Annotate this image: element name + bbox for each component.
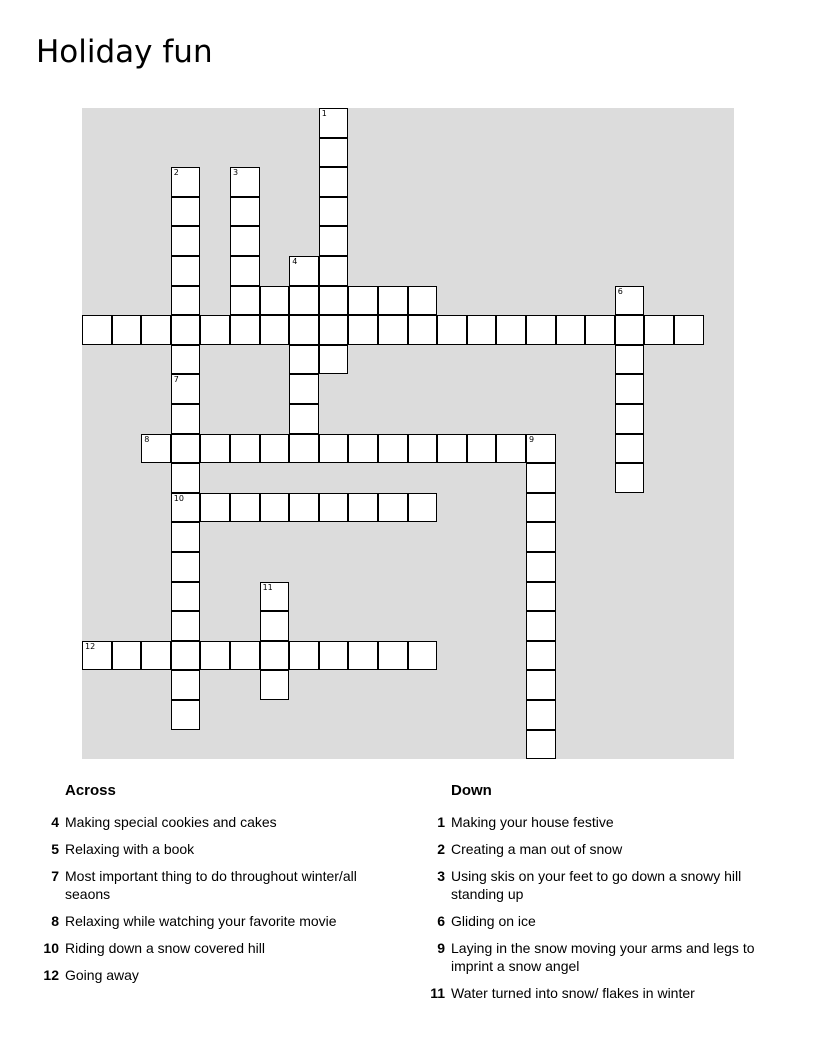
grid-cell[interactable] <box>230 641 260 671</box>
crossword-grid <box>82 108 734 759</box>
grid-cell[interactable] <box>171 493 201 523</box>
clue-text: Relaxing while watching your favorite movie <box>65 913 337 929</box>
grid-cell[interactable] <box>171 522 201 552</box>
grid-cell[interactable] <box>348 434 378 464</box>
grid-cell[interactable] <box>526 730 556 760</box>
grid-cell[interactable] <box>526 611 556 641</box>
grid-cell[interactable] <box>289 345 319 375</box>
grid-cell[interactable] <box>200 641 230 671</box>
grid-cell[interactable] <box>171 670 201 700</box>
across-clue <box>30 912 390 930</box>
grid-cell[interactable] <box>378 434 408 464</box>
grid-cell[interactable] <box>260 582 290 612</box>
grid-cell[interactable] <box>260 315 290 345</box>
clue-number: 10 <box>173 493 184 503</box>
grid-cell[interactable] <box>112 315 142 345</box>
grid-cell[interactable] <box>408 315 438 345</box>
clue-number: 11 <box>430 985 445 1001</box>
grid-cell[interactable] <box>289 286 319 316</box>
clue-text: Laying in the snow moving your arms and legs to imprint a snow angel <box>451 940 755 974</box>
grid-cell[interactable] <box>141 434 171 464</box>
clue-text: Going away <box>65 967 139 983</box>
down-clue <box>416 939 776 975</box>
grid-cell[interactable] <box>289 374 319 404</box>
grid-cell[interactable] <box>289 434 319 464</box>
grid-cell[interactable] <box>526 493 556 523</box>
grid-cell[interactable] <box>171 641 201 671</box>
grid-cell[interactable] <box>348 286 378 316</box>
grid-cell[interactable] <box>319 493 349 523</box>
grid-cell[interactable] <box>230 256 260 286</box>
grid-cell[interactable] <box>615 434 645 464</box>
clue-number: 9 <box>437 940 445 956</box>
grid-cell[interactable] <box>526 434 556 464</box>
clue-number: 1 <box>321 109 327 118</box>
clue-number: 7 <box>173 375 179 385</box>
clue-number: 11 <box>262 582 273 592</box>
grid-cell[interactable] <box>615 374 645 404</box>
clue-number: 9 <box>529 434 535 444</box>
across-clues <box>30 782 390 993</box>
grid-cell[interactable] <box>615 345 645 375</box>
down-clue <box>416 912 776 930</box>
grid-cell[interactable] <box>260 641 290 671</box>
grid-cell[interactable] <box>526 463 556 493</box>
grid-cell[interactable] <box>319 138 349 168</box>
clue-number: 5 <box>51 841 59 857</box>
grid-cell[interactable] <box>200 315 230 345</box>
grid-cell[interactable] <box>141 315 171 345</box>
grid-cell[interactable] <box>526 670 556 700</box>
clue-number: 7 <box>51 868 59 884</box>
grid-cell[interactable] <box>408 493 438 523</box>
grid-cell[interactable] <box>230 286 260 316</box>
across-clue <box>30 966 390 984</box>
clue-text: Most important thing to do throughout winter/all seaons <box>65 868 357 902</box>
grid-cell[interactable] <box>615 404 645 434</box>
grid-cell[interactable] <box>260 670 290 700</box>
grid-cell[interactable] <box>260 434 290 464</box>
clue-number: 3 <box>437 868 445 884</box>
grid-cell[interactable] <box>171 700 201 730</box>
grid-cell[interactable] <box>526 582 556 612</box>
grid-cell[interactable] <box>171 374 201 404</box>
grid-cell[interactable] <box>319 226 349 256</box>
grid-cell[interactable] <box>348 493 378 523</box>
grid-cell[interactable] <box>171 286 201 316</box>
grid-cell[interactable] <box>141 641 171 671</box>
grid-cell[interactable] <box>615 463 645 493</box>
clue-number: 4 <box>51 814 59 830</box>
grid-cell[interactable] <box>289 493 319 523</box>
grid-cell[interactable] <box>171 197 201 227</box>
grid-cell[interactable] <box>496 315 526 345</box>
grid-cell[interactable] <box>348 641 378 671</box>
grid-cell[interactable] <box>526 522 556 552</box>
clue-text: Using skis on your feet to go down a snowy hill standing up <box>451 868 742 902</box>
grid-cell[interactable] <box>378 493 408 523</box>
grid-cell[interactable] <box>378 315 408 345</box>
grid-cell[interactable] <box>467 315 497 345</box>
grid-cell[interactable] <box>378 286 408 316</box>
grid-cell[interactable] <box>230 226 260 256</box>
across-clue <box>30 867 390 903</box>
grid-cell[interactable] <box>319 256 349 286</box>
clue-number: 8 <box>144 434 150 444</box>
grid-cell[interactable] <box>319 286 349 316</box>
down-clues <box>416 782 776 1011</box>
across-clue <box>30 939 390 957</box>
clue-text: Creating a man out of snow <box>451 841 623 857</box>
down-clue <box>416 867 776 903</box>
grid-cell[interactable] <box>674 315 704 345</box>
clue-text: Making special cookies and cakes <box>65 814 277 830</box>
grid-cell[interactable] <box>289 315 319 345</box>
grid-cell[interactable] <box>230 434 260 464</box>
across-clue <box>30 840 390 858</box>
across-heading: Across <box>65 782 116 799</box>
grid-cell[interactable] <box>171 315 201 345</box>
grid-cell[interactable] <box>230 315 260 345</box>
clue-text: Relaxing with a book <box>65 841 195 857</box>
grid-cell[interactable] <box>260 493 290 523</box>
grid-cell[interactable] <box>319 434 349 464</box>
clue-number: 10 <box>43 940 59 956</box>
clue-number: 6 <box>437 913 445 929</box>
grid-cell[interactable] <box>348 315 378 345</box>
clue-text: Making your house festive <box>451 814 614 830</box>
grid-cell[interactable] <box>437 434 467 464</box>
clue-number: 2 <box>173 168 179 178</box>
grid-cell[interactable] <box>171 167 201 197</box>
grid-cell[interactable] <box>112 641 142 671</box>
grid-cell[interactable] <box>289 404 319 434</box>
down-clue <box>416 840 776 858</box>
grid-cell[interactable] <box>467 434 497 464</box>
across-clue <box>30 813 390 831</box>
grid-cell[interactable] <box>437 315 467 345</box>
grid-cell[interactable] <box>526 700 556 730</box>
grid-cell[interactable] <box>585 315 615 345</box>
grid-cell[interactable] <box>615 286 645 316</box>
grid-cell[interactable] <box>556 315 586 345</box>
grid-cell[interactable] <box>82 641 112 671</box>
grid-cell[interactable] <box>230 167 260 197</box>
grid-cell[interactable] <box>526 552 556 582</box>
down-clue <box>416 984 776 1002</box>
grid-cell[interactable] <box>319 641 349 671</box>
grid-cell[interactable] <box>526 315 556 345</box>
grid-cell[interactable] <box>378 641 408 671</box>
grid-cell[interactable] <box>230 197 260 227</box>
grid-cell[interactable] <box>230 493 260 523</box>
grid-cell[interactable] <box>171 552 201 582</box>
grid-cell[interactable] <box>82 315 112 345</box>
clue-number: 1 <box>437 814 445 830</box>
grid-cell[interactable] <box>200 493 230 523</box>
grid-cell[interactable] <box>526 641 556 671</box>
grid-cell[interactable] <box>171 226 201 256</box>
grid-cell[interactable] <box>171 345 201 375</box>
clue-number: 12 <box>43 967 59 983</box>
grid-cell[interactable] <box>408 434 438 464</box>
grid-cell[interactable] <box>171 404 201 434</box>
clue-number: 4 <box>292 257 298 266</box>
grid-cell[interactable] <box>260 286 290 316</box>
grid-cell[interactable] <box>319 197 349 227</box>
grid-cell[interactable] <box>289 641 319 671</box>
clue-number: 2 <box>437 841 445 857</box>
clue-number: 3 <box>233 168 239 178</box>
grid-cell[interactable] <box>171 434 201 464</box>
clue-number: 8 <box>51 913 59 929</box>
grid-cell[interactable] <box>171 256 201 286</box>
grid-cell[interactable] <box>289 256 319 286</box>
clue-text: Riding down a snow covered hill <box>65 940 265 956</box>
clue-text: Gliding on ice <box>451 913 536 929</box>
grid-cell[interactable] <box>200 434 230 464</box>
grid-cell[interactable] <box>319 108 349 138</box>
grid-cell[interactable] <box>171 463 201 493</box>
grid-cell[interactable] <box>319 167 349 197</box>
grid-cell[interactable] <box>319 315 349 345</box>
grid-cell[interactable] <box>408 641 438 671</box>
page-title: Holiday fun <box>36 34 213 70</box>
grid-cell[interactable] <box>644 315 674 345</box>
grid-cell[interactable] <box>319 345 349 375</box>
clue-number: 6 <box>617 286 623 296</box>
grid-cell[interactable] <box>171 582 201 612</box>
clue-number: 12 <box>85 641 96 651</box>
grid-cell[interactable] <box>408 286 438 316</box>
down-clue <box>416 813 776 831</box>
grid-cell[interactable] <box>171 611 201 641</box>
grid-cell[interactable] <box>260 611 290 641</box>
clue-text: Water turned into snow/ flakes in winter <box>451 985 695 1001</box>
grid-cell[interactable] <box>615 315 645 345</box>
grid-cell[interactable] <box>496 434 526 464</box>
down-heading: Down <box>451 782 492 799</box>
